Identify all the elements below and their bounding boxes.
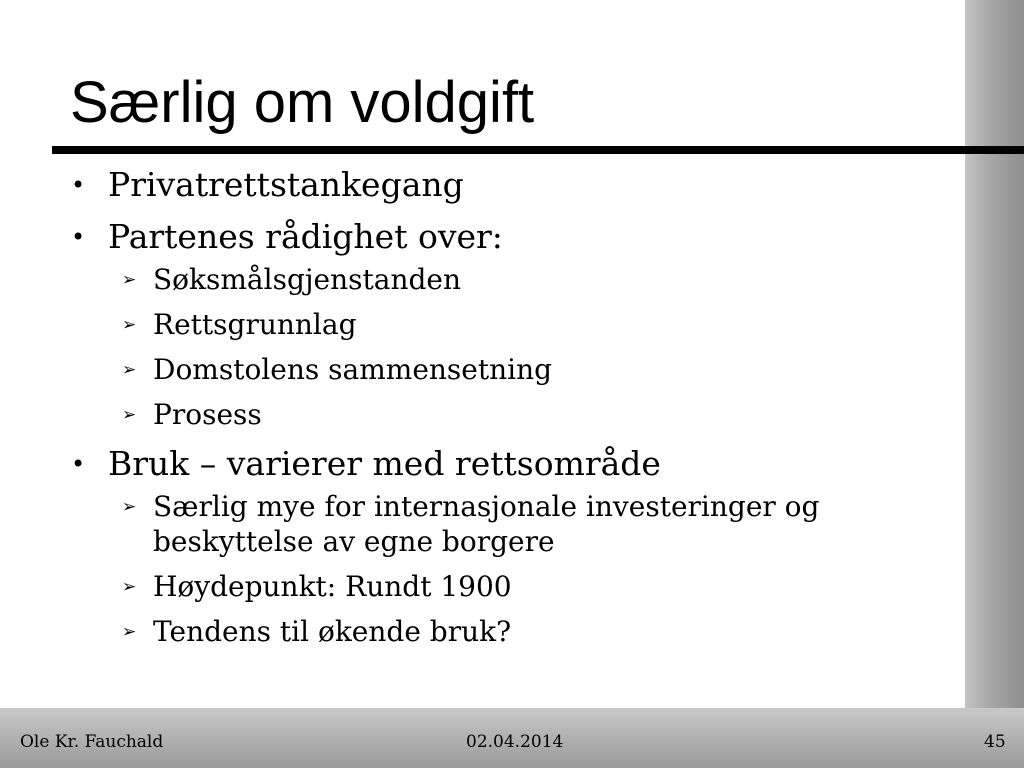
bullet-text: Privatrettstankegang	[108, 165, 464, 204]
sub-bullet-text-continued: beskyttelse av egne borgere	[153, 525, 555, 558]
sub-bullet-item	[0, 307, 960, 342]
footer-author: Ole Kr. Fauchald	[20, 732, 164, 752]
arrow-bullet-icon: ➢	[122, 577, 137, 597]
sub-bullet-item	[0, 352, 960, 387]
sub-bullet-item	[0, 489, 960, 559]
bullet-dot-icon: •	[71, 223, 86, 251]
sub-bullet-item	[0, 569, 960, 604]
arrow-bullet-icon: ➢	[122, 497, 137, 517]
bullet-item	[0, 444, 960, 484]
bullet-text: Partenes rådighet over:	[108, 217, 503, 256]
bullet-dot-icon: •	[71, 450, 86, 478]
arrow-bullet-icon: ➢	[122, 360, 137, 380]
slide-content	[0, 160, 960, 649]
title-underline	[52, 146, 1024, 154]
sub-bullet-text: Tendens til økende bruk?	[153, 615, 512, 648]
footer-page-number: 45	[984, 732, 1006, 752]
sub-bullet-item	[0, 397, 960, 432]
bullet-item	[0, 165, 960, 205]
bullet-dot-icon: •	[71, 171, 86, 199]
sub-bullet-text: Rettsgrunnlag	[153, 308, 357, 341]
slide-title: Særlig om voldgift	[70, 70, 535, 135]
sub-bullet-text: Søksmålsgjenstanden	[153, 263, 462, 296]
sub-bullet-item	[0, 262, 960, 297]
sub-bullet-text: Prosess	[153, 398, 262, 431]
bullet-text: Bruk – varierer med rettsområde	[108, 444, 661, 483]
arrow-bullet-icon: ➢	[122, 315, 137, 335]
sub-bullet-text: Høydepunkt: Rundt 1900	[153, 570, 512, 603]
sub-bullet-text: Domstolens sammensetning	[153, 353, 553, 386]
right-decorative-band	[965, 0, 1024, 768]
arrow-bullet-icon: ➢	[122, 622, 137, 642]
arrow-bullet-icon: ➢	[122, 270, 137, 290]
sub-bullet-text: Særlig mye for internasjonale investeringer og	[153, 490, 820, 523]
sub-bullet-item	[0, 614, 960, 649]
bullet-item	[0, 217, 960, 257]
arrow-bullet-icon: ➢	[122, 405, 137, 425]
footer-date: 02.04.2014	[466, 732, 564, 752]
